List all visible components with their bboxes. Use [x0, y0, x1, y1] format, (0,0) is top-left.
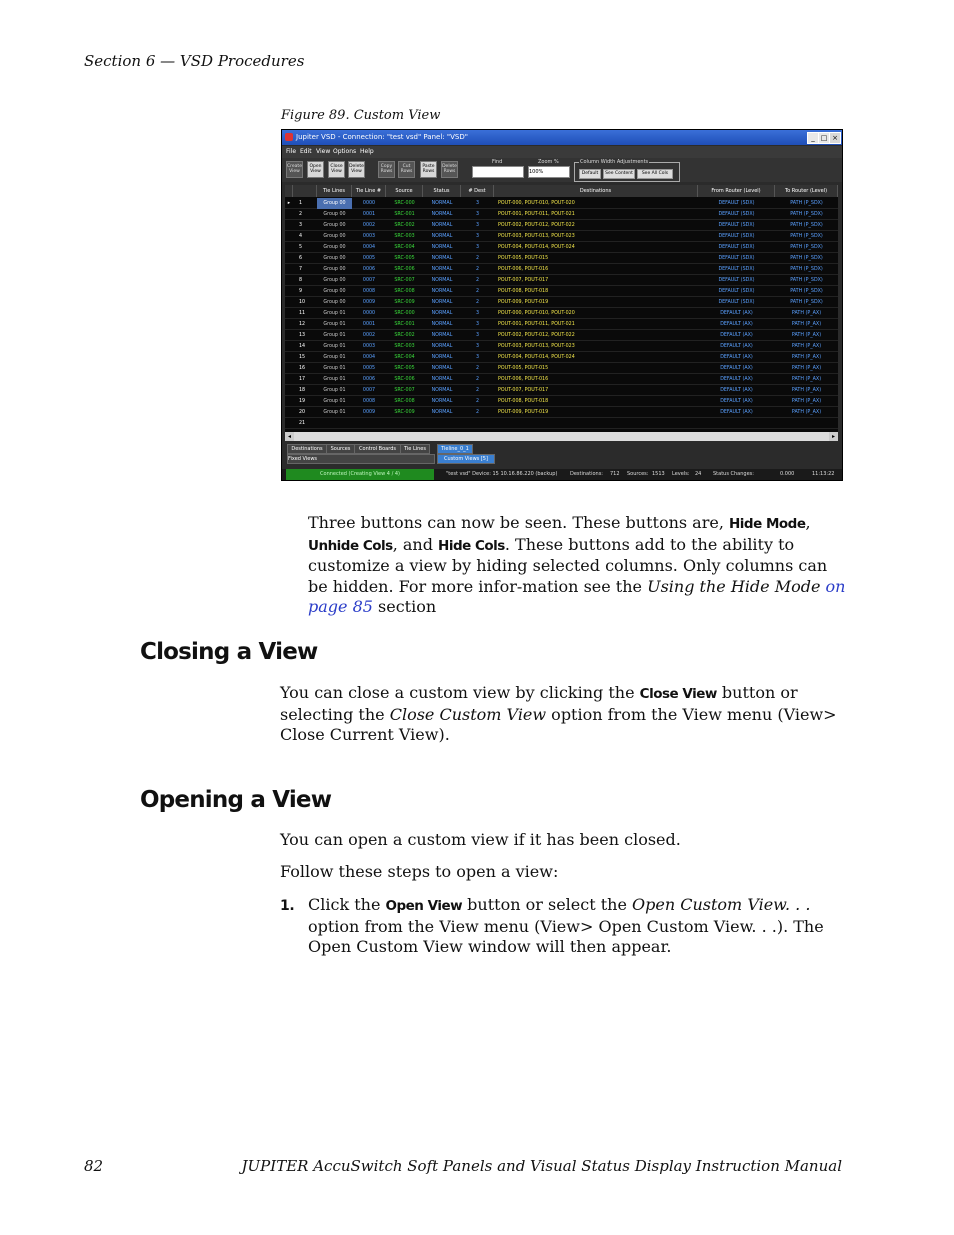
- table-cell[interactable]: PATH (P_SDX): [790, 212, 823, 217]
- table-cell[interactable]: PATH (P_AX): [791, 322, 822, 327]
- table-cell[interactable]: NORMAL: [431, 366, 453, 371]
- opening-intro: You can open a custom view if it has been closed.: [280, 830, 681, 849]
- table-cell[interactable]: DEFAULT (AX): [720, 344, 753, 349]
- sources-count: 1513: [652, 471, 665, 477]
- table-cell[interactable]: 13: [299, 333, 306, 338]
- table-cell[interactable]: SRC-007: [394, 278, 415, 283]
- table-cell[interactable]: 0007: [362, 388, 376, 393]
- scroll-right-icon[interactable]: ▸: [829, 432, 838, 441]
- column-header[interactable]: Source: [386, 185, 423, 197]
- status-changes-label: Status Changes:: [713, 471, 754, 477]
- copy-rows-button[interactable]: Copy Rows: [378, 161, 395, 178]
- table-cell[interactable]: 0007: [362, 278, 376, 283]
- table-cell[interactable]: POUT-006, POUT-016: [498, 377, 549, 382]
- table-cell[interactable]: 2: [475, 267, 480, 272]
- table-cell[interactable]: Group 00: [323, 300, 346, 305]
- table-cell[interactable]: 2: [475, 289, 480, 294]
- table-cell[interactable]: Group 00: [323, 267, 346, 272]
- table-cell[interactable]: SRC-005: [394, 256, 415, 261]
- table-cell[interactable]: 0000: [362, 201, 376, 206]
- table-cell[interactable]: DEFAULT (AX): [720, 399, 753, 404]
- table-cell[interactable]: 18: [299, 388, 306, 393]
- table-cell[interactable]: [775, 418, 838, 429]
- table-cell[interactable]: Group 01: [323, 399, 346, 404]
- table-cell[interactable]: POUT-002, POUT-012, POUT-022: [498, 333, 575, 338]
- table-cell[interactable]: PATH (P_AX): [791, 311, 822, 316]
- table-cell[interactable]: 2: [475, 278, 480, 283]
- table-cell[interactable]: 0005: [362, 256, 376, 261]
- table-cell[interactable]: POUT-003, POUT-013, POUT-023: [498, 344, 575, 349]
- table-cell[interactable]: DEFAULT (SDX): [718, 212, 755, 217]
- table-cell[interactable]: NORMAL: [431, 410, 453, 415]
- closing-view-heading: Closing a View: [140, 639, 318, 665]
- text-run: button or selecting the: [280, 683, 798, 724]
- table-cell[interactable]: 3: [475, 201, 480, 206]
- column-width-label: Column Width Adjustments: [580, 159, 649, 165]
- table-cell[interactable]: POUT-005, POUT-015: [498, 366, 549, 371]
- table-cell[interactable]: DEFAULT (SDX): [718, 234, 755, 239]
- cross-reference-title: Using the Hide Mode: [647, 576, 821, 596]
- close-view-button[interactable]: Close View: [328, 161, 345, 178]
- column-header[interactable]: [285, 185, 293, 197]
- vsd-status: "test vsd" Device: 15 10.16.86.220 (backup): [446, 471, 558, 477]
- open-view-button[interactable]: Open View: [307, 161, 324, 178]
- table-cell[interactable]: 2: [475, 410, 480, 415]
- table-cell[interactable]: PATH (P_SDX): [790, 256, 823, 261]
- table-cell[interactable]: NORMAL: [431, 377, 453, 382]
- table-cell[interactable]: SRC-006: [394, 377, 415, 382]
- find-label: Find: [492, 159, 503, 165]
- table-cell[interactable]: PATH (P_SDX): [790, 245, 823, 250]
- table-cell[interactable]: PATH (P_AX): [791, 355, 822, 360]
- table-cell[interactable]: 3: [475, 344, 480, 349]
- table-cell[interactable]: 3: [299, 223, 303, 228]
- table-cell[interactable]: SRC-000: [394, 201, 415, 206]
- text-run: ,: [805, 513, 811, 532]
- close-view-term: Close View: [639, 686, 717, 702]
- toolbar: [282, 158, 842, 182]
- table-cell[interactable]: PATH (P_SDX): [790, 201, 823, 206]
- table-cell[interactable]: 5: [299, 245, 303, 250]
- text-run: You can close a custom view by clicking the: [280, 683, 640, 702]
- find-input[interactable]: [472, 166, 524, 178]
- table-cell[interactable]: POUT-002, POUT-012, POUT-022: [498, 223, 575, 228]
- text-run: Three buttons can now be seen. These buttons are,: [308, 513, 729, 532]
- table-cell[interactable]: SRC-002: [394, 223, 415, 228]
- figure-caption: Figure 89. Custom View: [281, 108, 441, 123]
- table-cell[interactable]: PATH (P_AX): [791, 333, 822, 338]
- destinations-count: 712: [610, 471, 620, 477]
- create-view-button[interactable]: Create View: [286, 161, 303, 178]
- table-cell[interactable]: Group 00: [323, 212, 346, 217]
- menu-help[interactable]: Help: [360, 148, 374, 155]
- table-cell[interactable]: 3: [475, 322, 480, 327]
- unhide-cols-term: Unhide Cols: [308, 537, 393, 554]
- table-cell[interactable]: PATH (P_SDX): [790, 234, 823, 239]
- text-run: Click the: [308, 895, 386, 914]
- table-cell[interactable]: [317, 418, 352, 429]
- table-cell[interactable]: 17: [299, 377, 306, 382]
- table-cell[interactable]: 15: [299, 355, 306, 360]
- table-cell[interactable]: NORMAL: [431, 278, 453, 283]
- table-cell[interactable]: 3: [475, 245, 480, 250]
- table-cell[interactable]: 3: [475, 223, 480, 228]
- table-cell[interactable]: DEFAULT (SDX): [718, 278, 755, 283]
- table-cell[interactable]: POUT-000, POUT-010, POUT-020: [498, 311, 575, 316]
- table-cell[interactable]: 2: [475, 377, 480, 382]
- table-cell[interactable]: 0003: [362, 344, 376, 349]
- table-cell[interactable]: 2: [475, 300, 480, 305]
- table-cell[interactable]: PATH (P_SDX): [790, 289, 823, 294]
- tab-destinations[interactable]: Destinations: [287, 444, 327, 454]
- table-cell[interactable]: POUT-001, POUT-011, POUT-021: [498, 212, 575, 217]
- table-cell[interactable]: 0008: [362, 289, 376, 294]
- column-header[interactable]: From Router (Level): [698, 185, 775, 197]
- table-cell[interactable]: SRC-009: [394, 410, 415, 415]
- table-cell[interactable]: 0002: [362, 223, 376, 228]
- table-cell[interactable]: SRC-003: [394, 234, 415, 239]
- table-cell[interactable]: NORMAL: [431, 201, 453, 206]
- table-cell[interactable]: Group 01: [323, 366, 346, 371]
- table-cell[interactable]: DEFAULT (AX): [720, 311, 753, 316]
- opening-view-heading: Opening a View: [140, 787, 332, 813]
- table-cell[interactable]: NORMAL: [431, 267, 453, 272]
- table-cell[interactable]: POUT-008, POUT-018: [498, 399, 549, 404]
- column-header[interactable]: Destinations: [494, 185, 698, 197]
- table-cell[interactable]: POUT-009, POUT-019: [498, 410, 549, 415]
- default-width-button[interactable]: Default: [579, 169, 601, 179]
- table-cell[interactable]: 0008: [362, 399, 376, 404]
- window-titlebar: [282, 130, 842, 145]
- text-run: section: [372, 597, 437, 616]
- menu-file[interactable]: File: [286, 148, 297, 155]
- table-cell[interactable]: [423, 418, 461, 429]
- table-cell[interactable]: 0001: [362, 322, 376, 327]
- closing-view-paragraph: [280, 683, 840, 746]
- table-cell[interactable]: POUT-004, POUT-014, POUT-024: [498, 355, 575, 360]
- column-header[interactable]: Tie Lines: [317, 185, 352, 197]
- table-cell[interactable]: Group 00: [317, 198, 352, 209]
- table-cell[interactable]: 2: [475, 399, 480, 404]
- table-cell[interactable]: SRC-002: [394, 333, 415, 338]
- table-cell[interactable]: Group 01: [323, 388, 346, 393]
- step-number: 1.: [280, 898, 295, 914]
- table-cell[interactable]: DEFAULT (SDX): [718, 267, 755, 272]
- table-cell[interactable]: PATH (P_AX): [791, 388, 822, 393]
- table-cell[interactable]: Group 01: [323, 344, 346, 349]
- table-cell[interactable]: 9: [299, 289, 303, 294]
- clock: 11:13:22: [812, 471, 835, 477]
- text-run: option from the View menu (View> Open Custom View. . .). The Open Custom View window will then appear.: [308, 916, 824, 956]
- table-cell[interactable]: NORMAL: [431, 256, 453, 261]
- table-cell[interactable]: Group 00: [323, 256, 346, 261]
- table-cell[interactable]: 14: [299, 344, 306, 349]
- table-cell[interactable]: NORMAL: [431, 322, 453, 327]
- minimize-icon[interactable]: _: [807, 132, 819, 144]
- table-cell[interactable]: NORMAL: [431, 300, 453, 305]
- opening-steps-intro: Follow these steps to open a view:: [280, 862, 559, 881]
- window-title: Jupiter VSD - Connection: "test vsd" Panel: "VSD": [296, 133, 468, 141]
- table-cell[interactable]: Group 00: [323, 278, 346, 283]
- table-cell[interactable]: NORMAL: [431, 234, 453, 239]
- menu-edit[interactable]: Edit: [300, 148, 312, 155]
- connection-status: Connected (Creating View 4 / 4): [286, 469, 434, 480]
- table-cell[interactable]: POUT-003, POUT-013, POUT-023: [498, 234, 575, 239]
- table-cell[interactable]: SRC-001: [394, 322, 415, 327]
- table-cell[interactable]: POUT-000, POUT-010, POUT-020: [498, 201, 575, 206]
- table-cell[interactable]: [352, 418, 386, 429]
- table-cell[interactable]: NORMAL: [431, 212, 453, 217]
- table-cell[interactable]: 0004: [362, 245, 376, 250]
- zoom-label: Zoom %: [538, 159, 559, 165]
- table-cell[interactable]: NORMAL: [431, 355, 453, 360]
- paste-rows-button[interactable]: Paste Rows: [420, 161, 437, 178]
- table-cell[interactable]: 0001: [362, 212, 376, 217]
- app-icon: [285, 133, 293, 141]
- table-cell[interactable]: Group 01: [323, 410, 346, 415]
- table-cell[interactable]: Group 01: [323, 333, 346, 338]
- table-cell[interactable]: NORMAL: [431, 344, 453, 349]
- table-cell[interactable]: PATH (P_AX): [791, 366, 822, 371]
- table-cell[interactable]: 19: [299, 399, 306, 404]
- table-cell[interactable]: POUT-001, POUT-011, POUT-021: [498, 322, 575, 327]
- table-cell[interactable]: SRC-004: [394, 245, 415, 250]
- table-cell[interactable]: POUT-006, POUT-016: [498, 267, 549, 272]
- hide-mode-term: Hide Mode: [729, 516, 806, 532]
- step-1-text: [308, 895, 848, 958]
- table-cell[interactable]: 11: [299, 311, 306, 316]
- table-cell[interactable]: DEFAULT (AX): [720, 366, 753, 371]
- table-cell[interactable]: 3: [475, 311, 480, 316]
- column-header[interactable]: Status: [423, 185, 461, 197]
- table-cell[interactable]: 6: [299, 256, 303, 261]
- table-cell[interactable]: 16: [299, 366, 306, 371]
- table-cell[interactable]: DEFAULT (SDX): [718, 201, 755, 206]
- table-cell[interactable]: DEFAULT (SDX): [718, 300, 755, 305]
- table-cell[interactable]: SRC-003: [394, 344, 415, 349]
- table-cell[interactable]: Group 00: [323, 245, 346, 250]
- table-cell[interactable]: 0002: [362, 333, 376, 338]
- table-cell[interactable]: 0009: [362, 300, 376, 305]
- table-cell[interactable]: DEFAULT (AX): [720, 388, 753, 393]
- table-cell[interactable]: Group 00: [323, 289, 346, 294]
- scroll-left-icon[interactable]: ◂: [285, 432, 294, 441]
- tab-custom-views-5-[interactable]: Custom Views [5]: [437, 454, 495, 464]
- view-tabs: [285, 444, 838, 464]
- open-view-term: Open View: [385, 898, 463, 914]
- figure-screenshot: [281, 129, 843, 481]
- table-cell[interactable]: PATH (P_SDX): [790, 223, 823, 228]
- table-cell[interactable]: DEFAULT (AX): [720, 333, 753, 338]
- table-cell[interactable]: [461, 418, 494, 429]
- table-cell[interactable]: DEFAULT (AX): [720, 355, 753, 360]
- destinations-label: Destinations:: [570, 471, 603, 477]
- text-run: ,: [392, 534, 398, 554]
- table-cell[interactable]: [386, 418, 423, 429]
- table-cell[interactable]: 2: [299, 212, 303, 217]
- table-cell[interactable]: SRC-008: [394, 289, 415, 294]
- maximize-icon[interactable]: □: [818, 132, 830, 144]
- table-cell[interactable]: NORMAL: [431, 223, 453, 228]
- table-cell[interactable]: 8: [299, 278, 303, 283]
- column-header[interactable]: To Router (Level): [775, 185, 838, 197]
- table-cell[interactable]: POUT-007, POUT-017: [498, 388, 549, 393]
- table-cell[interactable]: DEFAULT (SDX): [718, 289, 755, 294]
- table-cell[interactable]: Group 01: [323, 377, 346, 382]
- table-cell[interactable]: 20: [299, 410, 306, 415]
- column-header[interactable]: Tie Line #: [352, 185, 386, 197]
- levels-count: 24: [695, 471, 702, 477]
- table-cell[interactable]: 21: [299, 421, 306, 426]
- menu-options[interactable]: Options: [333, 148, 357, 155]
- table-cell[interactable]: NORMAL: [431, 388, 453, 393]
- see-content-button[interactable]: See Content: [603, 169, 635, 179]
- table-cell[interactable]: Group 01: [323, 355, 346, 360]
- hide-mode-paragraph: [308, 513, 848, 618]
- current-row-icon: ▸: [287, 201, 291, 206]
- column-width-group: [574, 159, 680, 182]
- zoom-select[interactable]: 100%: [528, 166, 570, 178]
- text-run: . These buttons add to the ability to customize a view by hiding selected columns. Only columns can be hidden. For more infor-mation see the: [308, 534, 828, 596]
- hide-cols-term: Hide Cols: [438, 537, 505, 554]
- tab-tieline-0-1[interactable]: Tieline_0_1: [437, 444, 473, 454]
- table-cell[interactable]: 7: [299, 267, 303, 272]
- table-cell[interactable]: DEFAULT (SDX): [718, 256, 755, 261]
- table-cell[interactable]: 3: [475, 355, 480, 360]
- table-cell[interactable]: Group 00: [323, 223, 346, 228]
- tab-fixed-views[interactable]: Fixed Views: [287, 454, 435, 464]
- table-cell[interactable]: POUT-005, POUT-015: [498, 256, 549, 261]
- table-cell[interactable]: DEFAULT (SDX): [718, 245, 755, 250]
- table-cell[interactable]: SRC-005: [394, 366, 415, 371]
- page-number: 82: [84, 1157, 104, 1175]
- sources-label: Sources:: [627, 471, 649, 477]
- table-cell[interactable]: DEFAULT (AX): [720, 410, 753, 415]
- table-cell[interactable]: POUT-004, POUT-014, POUT-024: [498, 245, 575, 250]
- tab-tie-lines[interactable]: Tie Lines: [400, 444, 430, 454]
- table-cell[interactable]: NORMAL: [431, 245, 453, 250]
- close-icon[interactable]: ×: [829, 132, 841, 144]
- table-cell[interactable]: [698, 418, 775, 429]
- table-cell[interactable]: 2: [475, 256, 480, 261]
- table-cell[interactable]: 0006: [362, 267, 376, 272]
- table-cell[interactable]: SRC-009: [394, 300, 415, 305]
- manual-title: JUPITER AccuSwitch Soft Panels and Visual Status Display Instruction Manual: [241, 1157, 842, 1175]
- table-cell[interactable]: Group 01: [323, 311, 346, 316]
- tab-control-boards[interactable]: Control Boards: [354, 444, 401, 454]
- table-cell[interactable]: NORMAL: [431, 311, 453, 316]
- delete-rows-button[interactable]: Delete Rows: [441, 161, 458, 178]
- table-cell[interactable]: [494, 418, 702, 429]
- table-cell[interactable]: 3: [475, 333, 480, 338]
- table-cell[interactable]: DEFAULT (AX): [720, 322, 753, 327]
- horizontal-scrollbar[interactable]: [285, 432, 838, 441]
- column-header[interactable]: [293, 185, 317, 197]
- table-cell[interactable]: 0000: [362, 311, 376, 316]
- section-header: Section 6 — VSD Procedures: [84, 52, 305, 70]
- table-cell[interactable]: SRC-008: [394, 399, 415, 404]
- table-cell[interactable]: SRC-004: [394, 355, 415, 360]
- table-cell[interactable]: PATH (P_AX): [791, 399, 822, 404]
- table-cell[interactable]: 2: [475, 388, 480, 393]
- close-custom-view-term: Close Custom View: [389, 704, 547, 724]
- delete-view-button[interactable]: Delete View: [348, 161, 365, 178]
- table-cell[interactable]: NORMAL: [431, 289, 453, 294]
- table-cell[interactable]: 4: [299, 234, 303, 239]
- status-bar: [282, 469, 842, 480]
- page-reference-link[interactable]: on page 85: [308, 576, 846, 616]
- table-cell[interactable]: PATH (P_AX): [791, 377, 822, 382]
- table-cell[interactable]: 2: [475, 366, 480, 371]
- see-all-cols-button[interactable]: See All Cols: [637, 169, 673, 179]
- table-cell[interactable]: DEFAULT (SDX): [718, 223, 755, 228]
- table-cell[interactable]: SRC-000: [394, 311, 415, 316]
- tab-sources[interactable]: Sources: [326, 444, 355, 454]
- menu-view[interactable]: View: [316, 148, 331, 155]
- levels-label: Levels:: [672, 471, 690, 477]
- table-cell[interactable]: 0003: [362, 234, 376, 239]
- table-cell[interactable]: POUT-009, POUT-019: [498, 300, 549, 305]
- text-run: and: [402, 534, 439, 554]
- table-cell[interactable]: 10: [299, 300, 306, 305]
- table-cell[interactable]: 12: [299, 322, 306, 327]
- table-cell[interactable]: PATH (P_SDX): [790, 278, 823, 283]
- table-cell[interactable]: SRC-006: [394, 267, 415, 272]
- table-cell[interactable]: 0005: [362, 366, 376, 371]
- table-cell[interactable]: PATH (P_SDX): [790, 300, 823, 305]
- table-cell[interactable]: 1: [299, 201, 303, 206]
- text-run: option from the View menu (View> Close Current View).: [280, 704, 837, 744]
- table-cell[interactable]: 3: [475, 212, 480, 217]
- column-header[interactable]: # Dest: [461, 185, 494, 197]
- table-cell[interactable]: Group 00: [323, 234, 346, 239]
- table-cell[interactable]: DEFAULT (AX): [720, 377, 753, 382]
- data-grid: [285, 185, 838, 432]
- table-cell[interactable]: Group 01: [323, 322, 346, 327]
- table-cell[interactable]: PATH (P_SDX): [790, 267, 823, 272]
- table-cell[interactable]: NORMAL: [431, 333, 453, 338]
- table-cell[interactable]: SRC-001: [394, 212, 415, 217]
- cut-rows-button[interactable]: Cut Rows: [398, 161, 415, 178]
- menu-bar: [282, 146, 842, 158]
- table-cell[interactable]: 0006: [362, 377, 376, 382]
- table-cell[interactable]: 0009: [362, 410, 376, 415]
- status-changes-value: 0.000: [780, 471, 795, 477]
- table-cell[interactable]: POUT-007, POUT-017: [498, 278, 549, 283]
- open-custom-view-term: Open Custom View. . .: [632, 895, 811, 914]
- table-cell[interactable]: SRC-007: [394, 388, 415, 393]
- table-cell[interactable]: PATH (P_AX): [791, 410, 822, 415]
- text-run: button or select the: [462, 895, 633, 914]
- table-cell[interactable]: PATH (P_AX): [791, 344, 822, 349]
- table-cell[interactable]: NORMAL: [431, 399, 453, 404]
- table-cell[interactable]: POUT-008, POUT-018: [498, 289, 549, 294]
- table-cell[interactable]: 0004: [362, 355, 376, 360]
- table-cell[interactable]: 3: [475, 234, 480, 239]
